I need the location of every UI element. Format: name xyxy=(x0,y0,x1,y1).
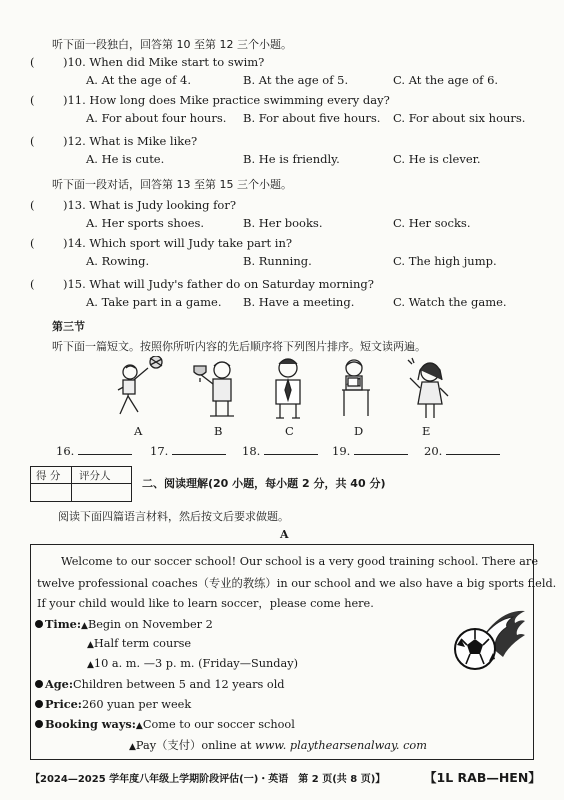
time-hours: 10 a. m. —3 p. m. (Friday—Sunday) xyxy=(93,657,299,670)
picture-c-man-in-suit xyxy=(276,359,300,418)
ad-price-row xyxy=(35,697,191,711)
booking-url: www. playthearsenalway. com xyxy=(255,739,427,752)
question-stem: )11. How long does Mike practice swimming every day? xyxy=(63,93,390,107)
question-stem: )10. When did Mike start to swim? xyxy=(63,55,265,69)
option-a: A. For about four hours. xyxy=(86,111,227,125)
grader-label: 评分人 xyxy=(79,470,111,482)
blank-number: 18. xyxy=(242,444,261,458)
answer-blank[interactable] xyxy=(56,444,132,458)
answer-paren: ( xyxy=(30,277,35,291)
time-label: Time: xyxy=(45,617,82,631)
triangle-icon: ▲ xyxy=(87,640,94,650)
bullet-icon xyxy=(35,700,43,708)
score-label: 得 分 xyxy=(36,470,61,482)
bullet-icon xyxy=(35,620,43,628)
blank-line[interactable] xyxy=(172,444,226,455)
triangle-icon: ▲ xyxy=(87,660,94,670)
blank-number: 19. xyxy=(332,444,351,458)
time-course: Half term course xyxy=(93,637,192,650)
blank-line[interactable] xyxy=(78,444,132,455)
question-stem: )13. What is Judy looking for? xyxy=(63,198,236,212)
blank-number: 16. xyxy=(56,444,75,458)
answer-blank[interactable] xyxy=(332,444,408,458)
answer-blank[interactable] xyxy=(150,444,226,458)
option-b: B. Running. xyxy=(243,254,312,268)
option-a: A. Her sports shoes. xyxy=(86,216,205,230)
answer-paren: ( xyxy=(30,93,35,107)
picture-label: E xyxy=(422,424,431,438)
booking-label: Booking ways: xyxy=(45,717,136,731)
answer-paren: ( xyxy=(30,134,35,148)
answer-blank[interactable] xyxy=(242,444,318,458)
intro-13-15: 听下面一段对话，回答第 13 至第 15 三个小题。 xyxy=(52,178,292,191)
reading-heading: 二、阅读理解(20 小题，每小题 2 分，共 40 分) xyxy=(142,477,386,490)
soccer-ball-icon xyxy=(451,609,527,673)
soccer-school-ad xyxy=(30,544,557,760)
option-b: B. He is friendly. xyxy=(243,152,340,166)
footer-code: 【1L RAB—HEN】 xyxy=(424,770,541,785)
ad-paragraph-1: Welcome to our soccer school! Our school is a very good training school. There are xyxy=(61,555,539,568)
triangle-icon: ▲ xyxy=(81,621,88,631)
ad-age-row xyxy=(35,677,285,691)
option-c: C. The high jump. xyxy=(393,254,497,268)
answer-paren: ( xyxy=(30,55,35,69)
ad-time-row-2 xyxy=(87,637,191,650)
option-c: C. He is clever. xyxy=(393,152,481,166)
section3-instruction: 听下面一篇短文。按照你所听内容的先后顺序将下列图片排序。短文读两遍。 xyxy=(52,340,426,353)
answer-blank[interactable] xyxy=(424,444,500,458)
option-b: B. For about five hours. xyxy=(243,111,381,125)
blank-line[interactable] xyxy=(264,444,318,455)
age-value: Children between 5 and 12 years old xyxy=(73,678,285,691)
ad-booking-row xyxy=(35,717,295,731)
answer-paren: ( xyxy=(30,236,35,250)
picture-a-basketball-kid xyxy=(118,356,162,414)
picture-label: A xyxy=(134,424,143,438)
option-c: C. At the age of 6. xyxy=(393,73,499,87)
option-a: A. Rowing. xyxy=(86,254,150,268)
triangle-icon: ▲ xyxy=(135,721,143,731)
age-label: Age: xyxy=(45,677,74,691)
picture-strip xyxy=(98,356,498,422)
option-b: B. Have a meeting. xyxy=(243,295,355,309)
intro-10-12: 听下面一段独白，回答第 10 至第 12 三个小题。 xyxy=(52,38,292,51)
option-a: A. Take part in a game. xyxy=(86,295,222,309)
picture-label: B xyxy=(214,424,223,438)
picture-label: D xyxy=(354,424,364,438)
triangle-icon: ▲ xyxy=(129,742,136,752)
ad-paragraph-3: If your child would like to learn soccer，please come here. xyxy=(37,597,374,610)
picture-label: C xyxy=(285,424,294,438)
ad-time-row-3 xyxy=(87,657,298,670)
ad-time-row xyxy=(35,617,213,631)
answer-paren: ( xyxy=(30,198,35,212)
price-value: 260 yuan per week xyxy=(81,698,192,711)
blank-number: 20. xyxy=(424,444,443,458)
option-b: B. At the age of 5. xyxy=(243,73,349,87)
footer-left: 【2024—2025 学年度八年级上学期阶段评估(一)・英语 第 2 页(共 8 页)】 xyxy=(30,774,386,785)
part-label: A xyxy=(280,528,289,541)
ad-booking-row-2 xyxy=(129,737,427,753)
question-stem: )15. What will Judy's father do on Saturday morning? xyxy=(63,277,374,291)
booking-way-1: Come to our soccer school xyxy=(142,718,295,731)
bullet-icon xyxy=(35,720,43,728)
bullet-icon xyxy=(35,680,43,688)
option-a: A. At the age of 4. xyxy=(86,73,191,87)
booking-way-2: Pay（支付）online at xyxy=(135,739,256,752)
option-c: C. Watch the game. xyxy=(393,295,507,309)
reading-instruction: 阅读下面四篇语言材料，然后按文后要求做题。 xyxy=(58,510,289,523)
option-b: B. Her books. xyxy=(243,216,323,230)
option-c: C. For about six hours. xyxy=(393,111,526,125)
picture-e-girl xyxy=(408,358,448,418)
question-stem: )14. Which sport will Judy take part in? xyxy=(63,236,293,250)
blank-line[interactable] xyxy=(354,444,408,455)
picture-d-kid-reading xyxy=(342,360,370,416)
option-a: A. He is cute. xyxy=(86,152,165,166)
option-c: C. Her socks. xyxy=(393,216,471,230)
score-box xyxy=(30,466,132,502)
ad-paragraph-2: twelve professional coaches（专业的教练）in our school and we also have a big sports field. xyxy=(37,577,557,590)
time-start: Begin on November 2 xyxy=(87,618,213,631)
blank-line[interactable] xyxy=(446,444,500,455)
picture-b-trophy-kid xyxy=(194,362,234,416)
section3-title: 第三节 xyxy=(52,320,85,333)
blank-number: 17. xyxy=(150,444,169,458)
question-stem: )12. What is Mike like? xyxy=(63,134,198,148)
price-label: Price: xyxy=(45,697,82,711)
